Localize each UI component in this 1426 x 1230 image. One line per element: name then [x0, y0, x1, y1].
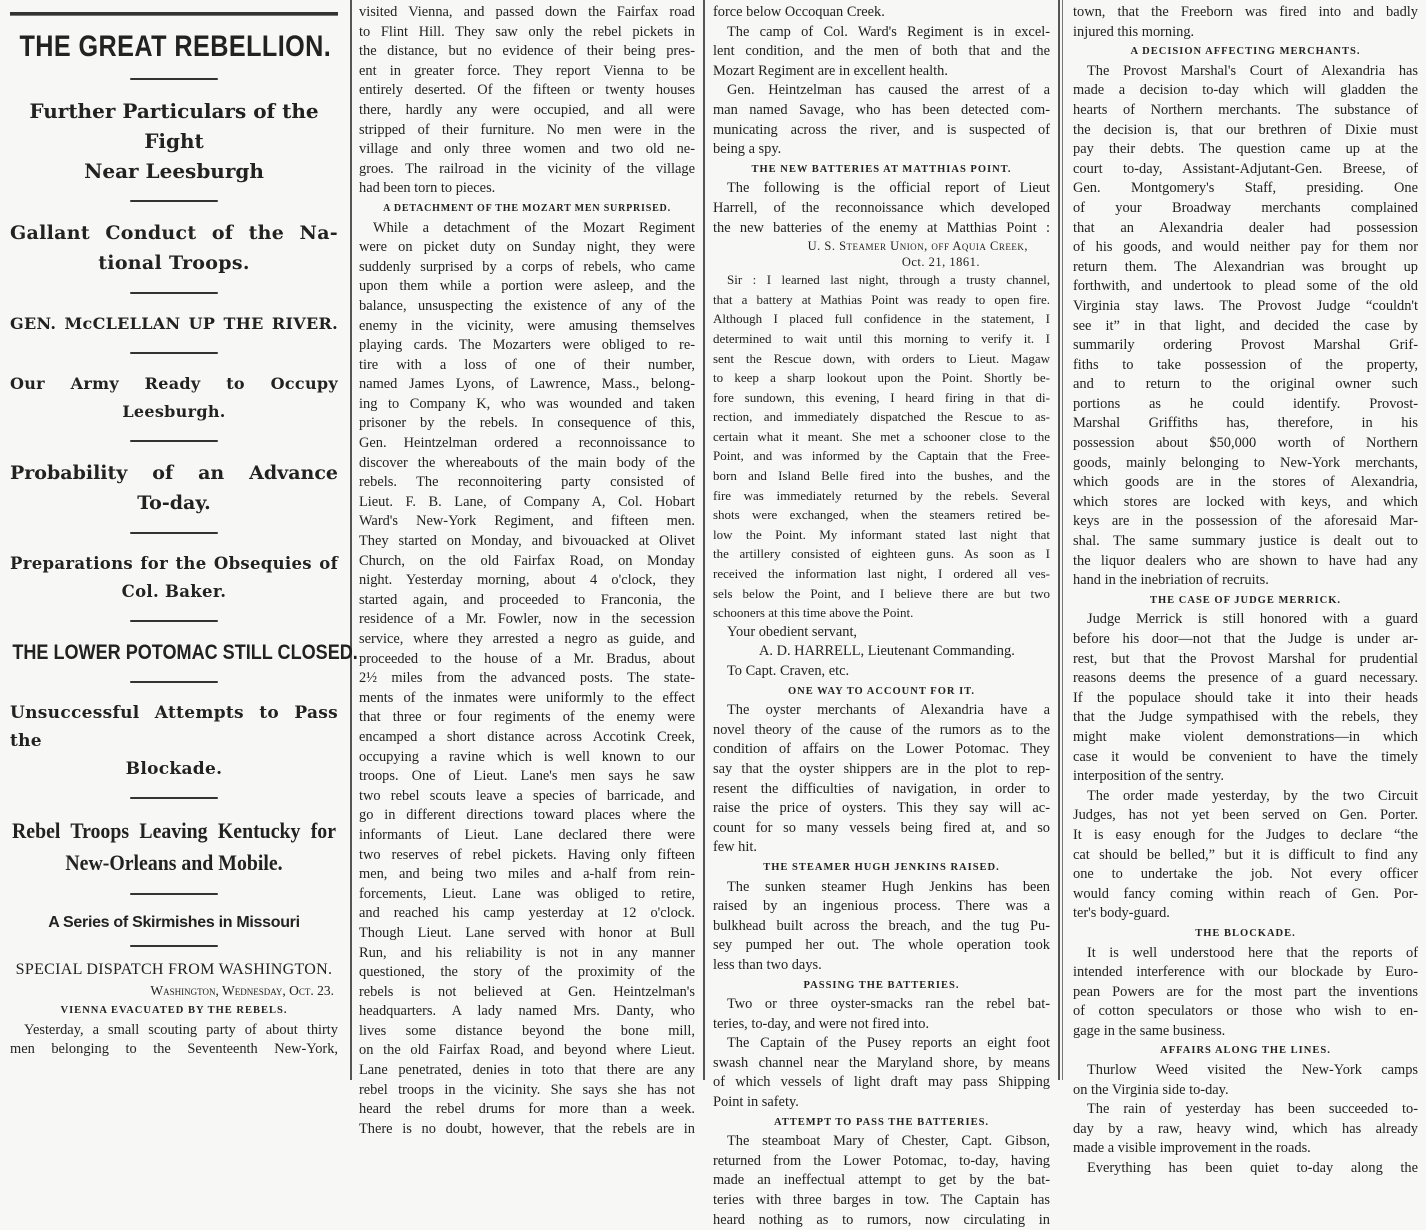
headline-missouri: A Series of Skirmishes in Missouri — [48, 914, 300, 931]
letter-closing: Your obedient servant, — [727, 623, 858, 640]
top-rule — [10, 12, 338, 16]
letter-recipient: To Capt. Craven, etc. — [727, 663, 850, 679]
subhead-judge-merrick: THE CASE OF JUDGE MERRICK. — [1149, 594, 1341, 606]
paragraph-ward-regiment: The camp of Col. Ward's Regiment is in excel- lent condition, and the men of both that and the Mozart Regiment are in excellent health. — [713, 23, 1050, 79]
divider — [130, 200, 218, 202]
body-line: men belonging to the Seventeenth New-York, — [10, 1041, 338, 1058]
paragraph-oyster-merchants: The oyster merchants of Alexandria have a novel theory of the cause of the rumors as to the condition of affairs on the Lower Potomac. They say that the oyster shippers are in the plot to rep- resent the difficulties of navigation, in order to raise the price of oysters. This they say will ac- count for so many vessels being fired at, and so few hit. — [713, 702, 1050, 856]
dispatch-heading: SPECIAL DISPATCH FROM WASHINGTON. — [15, 961, 333, 978]
divider — [130, 532, 218, 534]
paragraph-pusey: The Captain of the Pusey reports an eight foot swash channel near the Maryland shore, by means of which vessels of light draft may pass Shipping Point in safety. — [713, 1035, 1050, 1111]
headline-army-ready: Our Army Ready to Occupy Leesburgh. — [10, 374, 338, 421]
body-line: Yesterday, a small scouting party of about thirty — [24, 1021, 338, 1038]
paragraph-weather: The rain of yesterday has been succeeded to- day by a raw, heavy wind, which has already made a visible improvement in the roads. — [1073, 1101, 1418, 1157]
column-3 — [707, 0, 1060, 1228]
divider — [130, 945, 218, 947]
paragraph-blockade: It is well understood here that the reports of intended interference with our blockade by Euro- pean Powers are for the most part the inventions of cotton speculators or those who wish to en- gage in the same business. — [1073, 944, 1418, 1039]
subhead-vienna: VIENNA EVACUATED BY THE REBELS. — [60, 1005, 288, 1016]
letter-body: Sir : I learned last night, through a trusty channel, that a battery at Mathias Point was ready to open fire. Although I placed full confidence in the statement, I determined to wait until this morning to verify it. I sent the Rescue down, with orders to Lieut. Magaw to keep a sharp lookout upon the Point. Shortly be- fore sundown, this evening, I heard firing in that di- rection, and immediately dispatched the Rescue to as- certain what it meant. She met a schooner close to the Point, and was informed by the Captain that the Free- born and Island Belle fired into the bushes, and the fire was immediately returned by the rebels. Several shots were exchanged, when the steamers retired be- low the Point. My informant stated last night that the artillery consisted of eighteen guns. As soon as I received the information last night, I ordered all ves- sels below the Point, and I believe there are but two schooners at this time above the Point. — [713, 272, 1050, 621]
paragraph-circuit-judges: The order made yesterday, by the two Circuit Judges, has not yet been served on Gen. Porter. It is easy enough for the Judges to declare “the cat should be belled,” but it is difficult to find any one to undertake the job. Not every officer would fancy coming within reach of Gen. Por- ter's body-guard. — [1073, 787, 1418, 922]
subhead-matthias-point: THE NEW BATTERIES AT MATTHIAS POINT. — [751, 163, 1012, 175]
column-4 — [1062, 0, 1426, 1177]
paragraph-mary-of-chester: The steamboat Mary of Chester, Capt. Gibson, returned from the Lower Potomac, to-day, having made an ineffectual attempt to get by the bat- teries with three barges in tow. The Captain has heard nothing as to rumors, now circulating in — [713, 1133, 1050, 1228]
divider — [130, 78, 218, 80]
subhead-passing-batteries: PASSING THE BATTERIES. — [803, 979, 960, 991]
paragraph-savage-arrest: Gen. Heintzelman has caused the arrest of a man named Savage, who has been detected com- municating across the river, and is suspected of being a spy. — [713, 82, 1050, 158]
letter-address: U. S. Steamer Union, off Aquia Creek, Oct. 21, 1861. — [807, 239, 1028, 270]
paragraph-hugh-jenkins: The sunken steamer Hugh Jenkins has been raised by an ingenious process. There was a bulkhead built across the breach, and the tug Pu- sey pumped her out. The whole operation took less than two days. — [713, 878, 1050, 973]
divider — [130, 797, 218, 799]
column-headlines — [0, 0, 358, 1080]
paragraph-oyster-smacks: Two or three oyster-smacks ran the rebel bat- teries, to-day, and were not fired into. — [713, 996, 1050, 1032]
divider — [130, 681, 218, 683]
dateline: Washington, Wednesday, Oct. 23. — [150, 983, 334, 998]
headline-obsequies: Preparations for the Obsequies of Col. Baker. — [10, 554, 338, 601]
subhead-blockade: THE BLOCKADE. — [1195, 927, 1296, 939]
letter-signature: A. D. HARRELL, Lieutenant Commanding. — [759, 643, 1015, 660]
column-2 — [355, 0, 705, 1137]
headline-probability-advance: Probability of an Advance To-day. — [10, 462, 338, 514]
divider — [130, 440, 218, 442]
subhead-hugh-jenkins: THE STEAMER HUGH JENKINS RAISED. — [763, 861, 1000, 873]
headline-lower-potomac: THE LOWER POTOMAC STILL CLOSED. — [12, 641, 358, 664]
paragraph-occoquan: force below Occoquan Creek. — [713, 4, 885, 20]
divider — [130, 893, 218, 895]
paragraph-quiet: Everything has been quiet to-day along the — [1087, 1160, 1418, 1177]
headline-mcclellan: GEN. McCLELLAN UP THE RIVER. — [10, 314, 338, 333]
divider — [130, 352, 218, 354]
paragraph-judge-merrick: Judge Merrick is still honored with a guard before his door—not that the Judge is under ar- rest, but that the Provost Marshal for prudential reasons deems the presence of a guard necessary. If the populace should take it into their heads that the Judge sympathised with the rebels, they might make violent demonstrations—in which case it would be convenient to have the timely interposition of the sentry. — [1073, 611, 1418, 785]
paragraph-provost-court: The Provost Marshal's Court of Alexandria has made a decision to-day which will gladden the hearts of Northern merchants. The substance of the decision is, that our brethren of Dixie must pay their debts. The question came up at the court to-day, Assistant-Adjutant-Gen. Breese, of Gen. Montgomery's Staff, presiding. One of your Broadway merchants complained that an Alexandria dealer had possession of his goods, and would neither pay for them nor return them. The Alexandrian was brought up forthwith, and undertook to plead some of the old Virginia stay laws. The Provost Judge “couldn't see it” in that light, and decided the case by summarily ordering Provost Marshal Grif- fiths to take possession of the property, and to return to the original owner such portions as he could identify. Provost- Marshal Griffiths has, therefore, in his possession about $50,000 worth of Northern goods, mainly belonging to New-York merchants, which goods are in the stores of Alexandria, which stores are locked with keys, and which keys are in the possession of the aforesaid Mar- shal. The same summary justice is dealt out to the liquor dealers who are shown to have had any hand in the inebriation of recruits. — [1073, 62, 1418, 589]
subhead-mozart: A DETACHMENT OF THE MOZART MEN SURPRISED. — [383, 202, 671, 214]
headline-gallant-conduct: Gallant Conduct of the Na- tional Troops. — [10, 222, 338, 274]
divider — [130, 292, 218, 294]
headline-fight-leesburgh: Further Particulars of the Fight Near Leesburgh — [29, 99, 319, 183]
masthead-title: THE GREAT REBELLION. — [19, 30, 332, 63]
subhead-decision-merchants: A DECISION AFFECTING MERCHANTS. — [1130, 46, 1361, 58]
headline-rebel-troops: Rebel Troops Leaving Kentucky for New-Orleans and Mobile. — [12, 818, 336, 875]
subhead-account: ONE WAY TO ACCOUNT FOR IT. — [787, 685, 976, 697]
paragraph-harrell-report: The following is the official report of Lieut Harrell, of the reconnoissance which developed the new batteries of the enemy at Matthias Point : — [713, 180, 1050, 236]
subhead-attempt-pass: ATTEMPT TO PASS THE BATTERIES. — [773, 1116, 990, 1128]
paragraph-mozart: While a detachment of the Mozart Regiment were on picket duty on Sunday night, they were suddenly surprised by a corps of rebels, who came upon them while a portion were asleep, and the balance, unsuspecting the existence of any of the enemy in the vicinity, were amusing themselves playing cards. The Mozarters were obliged to re- tire with a loss of one of their number, named James Lyons, of Lawrence, Mass., belong- ing to Company K, who was wounded and taken prisoner by the rebels. In consequence of this, Gen. Heintzelman ordered a reconnoissance to discover the whereabouts of the main body of the rebels. The reconnoitering party consisted of Lieut. F. B. Lane, of Company A, Col. Hobart Ward's New-York Regiment, and fifteen men. They started on Monday, and bivouacked at Olivet Church, on the old Fairfax Road, on Monday night. Yesterday morning, about 4 o'clock, they started again, and proceeded to Franconia, the residence of a Mr. Fowler, now in the secession service, where they arrested a negro as guide, and proceeded to the house of a Mr. Bradus, about 2½ miles from the advanced posts. The state- ments of the inmates were uniformly to the effect that three or four regiments of the enemy were encamped a short distance across Accotink Creek, occupying a ravine which is well known to our troops. One of Lieut. Lane's men says he saw two rebel scouts leave a species of barricade, and go in different directions toward places where the informants of Lieut. Lane declared there were two reserves of rebel pickets. Having only fifteen men, and being two miles and a-half from rein- forcements, Lieut. Lane was obliged to retire, and reached his camp yesterday at 12 o'clock. Though Lieut. Lane served with honor at Bull Run, and his reliability is not in any manner questioned, the story of the proximity of the rebels is not believed at Gen. Heintzelman's headquarters. A lady named Mrs. Danty, who lives some distance beyond the bone mill, on the old Fairfax Road, and beyond where Lieut. Lane penetrated, denies in toto that there are any rebel troops in the vicinity. She says she has not heard the rebel drums for more than a week. There is no doubt, however, that the rebels are in — [359, 219, 695, 1137]
headline-blockade-attempts: Unsuccessful Attempts to Pass the Blockade. — [10, 703, 338, 779]
divider — [130, 620, 218, 622]
paragraph-thurlow-weed: Thurlow Weed visited the New-York camps on the Virginia side to-day. — [1073, 1062, 1418, 1098]
subhead-affairs-lines: AFFAIRS ALONG THE LINES. — [1160, 1045, 1331, 1057]
paragraph-freeborn: town, that the Freeborn was fired into and badly injured this morning. — [1073, 4, 1418, 40]
paragraph-vienna: visited Vienna, and passed down the Fairfax road to Flint Hill. They saw only the rebel pickets in the distance, but no evidence of their being pres- ent in greater force. They report Vienna to be entirely deserted. Of the fifteen or twenty houses there, hardly any were occupied, and all were stripped of their furniture. No men were in the village and only three women and two old ne- groes. The railroad in the vicinity of the village had been torn to pieces. — [359, 4, 695, 197]
